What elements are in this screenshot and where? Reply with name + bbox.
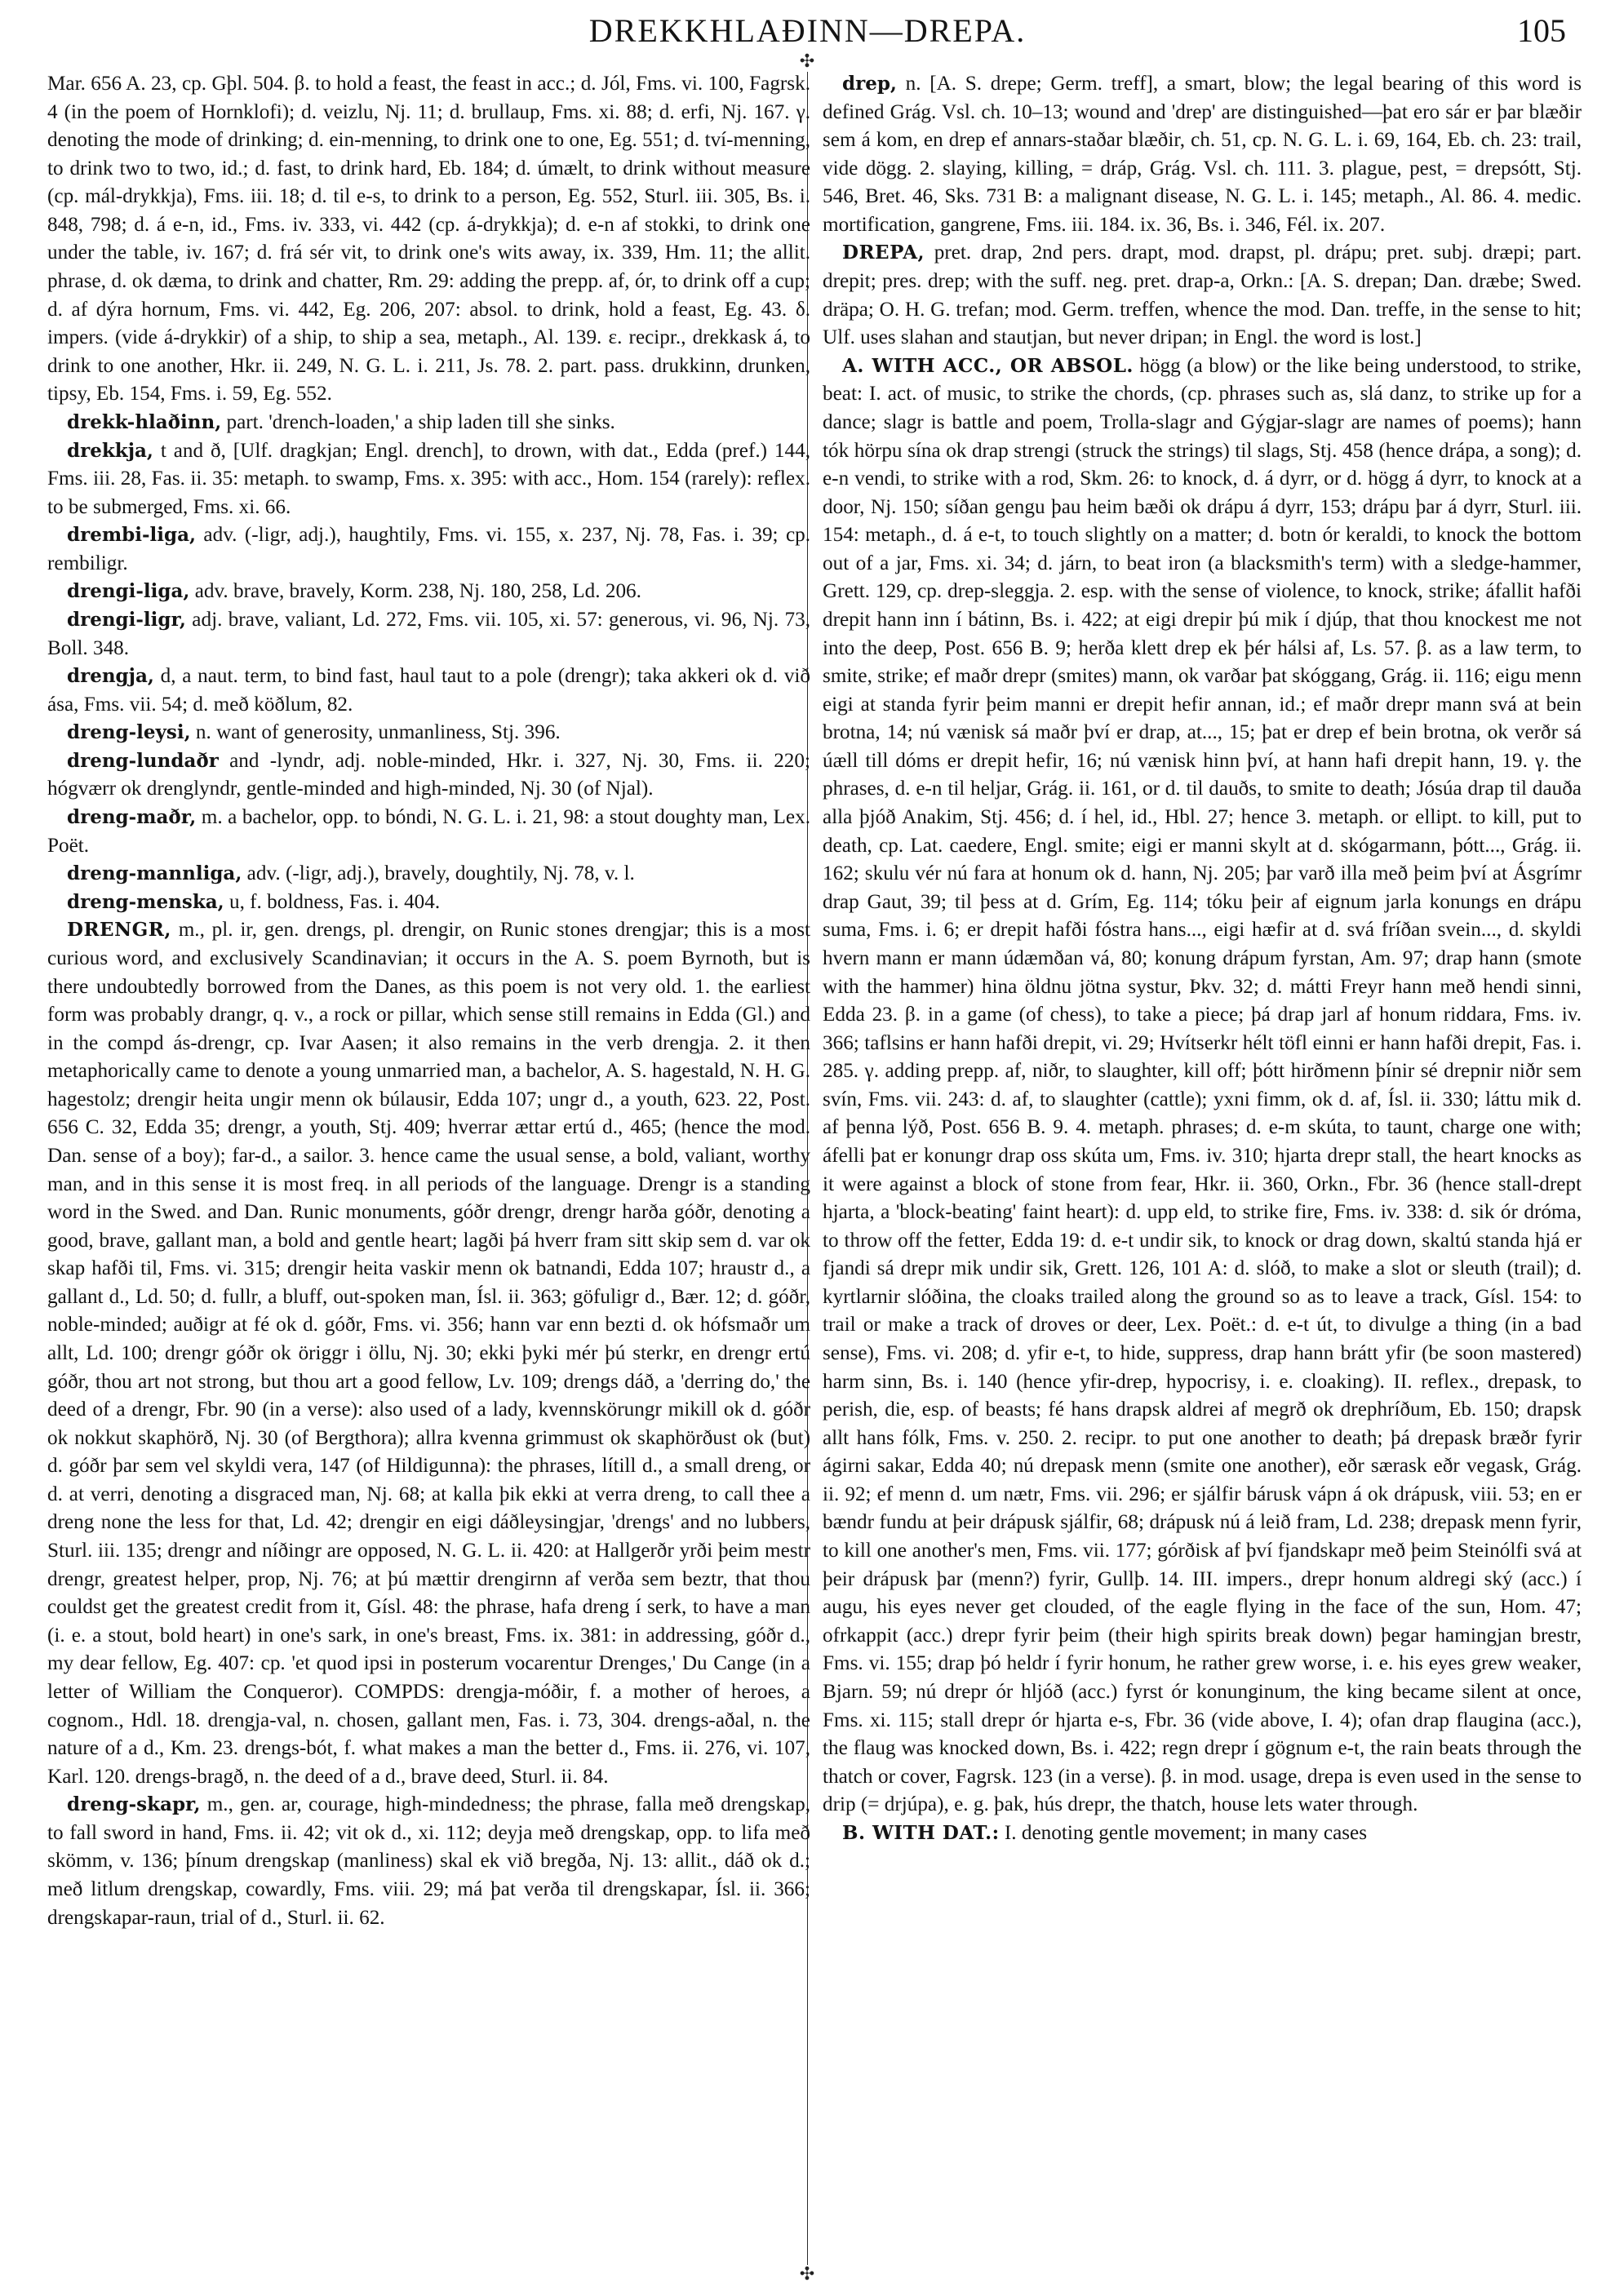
dictionary-entry [47,437,810,522]
entry-headword: dreng-mannliga, [67,862,242,885]
dictionary-entry [47,916,810,1791]
entry-body: t and ð, [Ulf. dragkjan; Engl. drench], to drown, with dat., Edda (pref.) 144, Fms. iii. 28, Fas. ii. 35: metaph. to swamp, Fms. x. 395: with acc., Hom. 154 (rarely): reflex. to be submerged, Fms. xi. 66. [47,439,810,518]
dictionary-entry [47,409,810,437]
entry-body: adj. brave, valiant, Ld. 272, Fms. vii. 105, xi. 57: generous, vi. 96, Nj. 73, Boll. 348. [47,608,810,659]
entry-body: n. [A. S. drepe; Germ. treff], a smart, blow; the legal bearing of this word is defined Grág. Vsl. ch. 10–13; wound and 'drep' are distinguished—þat ero sár er þar blæðir sem á kom, en drep ef annars-staðar blæðir, ch. 51, cp. N. G. L. i. 69, 164, Eb. ch. 23: trail, vide dögg. 2. slaying, killing, = dráp, Grág. Vsl. ch. 111. 3. plague, pest, = drepsótt, Stj. 546, Bret. 46, Sks. 731 B: a malignant disease, N. G. L. i. 145; metaph., Al. 86. 4. medic. mortification, gangrene, Fms. iii. 184. ix. 36, Bs. i. 346, Fél. ix. 207. [823,73,1582,236]
dictionary-entry [823,1820,1582,1848]
page-title: DREKKHLAÐINN—DREPA. [588,12,1027,49]
dictionary-entry [47,606,810,663]
entry-headword: drembi-liga, [67,524,197,547]
dictionary-entry [823,70,1582,239]
dictionary-entry [823,239,1582,352]
entry-headword: drengja, [67,665,154,688]
entry-headword: drengi-liga, [67,580,190,603]
entry-body: Mar. 656 A. 23, cp. Gþl. 504. β. to hold a feast, the feast in acc.; d. Jól, Fms. vi. 100, Fagrsk. 4 (in the poem of Hornklofi); d. veizlu, Nj. 11; d. brullaup, Fms. xi. 88; d. erfi, Nj. 167. γ. denoting the mode of drinking; d. ein-menning, to drink one to one, Eg. 551; d. tví-menning, to drink two to two, id.; d. fast, to drink hard, Eb. 184; d. úmælt, to drink without measure (cp. mál-drykkja), Fms. iii. 18; d. til e-s, to drink to a person, Eg. 552, Sturl. iii. 305, Bs. i. 848, 798; d. á e-n, id., Fms. iv. 333, vi. 442 (cp. á-drykkja); d. e-n af stokki, to drink one under the table, iv. 167; d. frá sér vit, to drink one's wits away, ix. 339, Hm. 11; the allit. phrase, d. ok dæma, to drink and chatter, Rm. 29: adding the prepp. af, ór, to drink off a cup; d. af dýra hornum, Fms. vi. 442, Eg. 206, 207: absol. to drink, hold a feast, Eg. 43. δ. impers. (vide á-drykkir) of a ship, to ship a sea, metaph., Al. 139. ε. recipr., drekkask á, to drink to one another, Hkr. ii. 249, N. G. L. i. 211, Js. 78. 2. part. pass. drukkinn, drunken, tipsy, Eb. 154, Fms. i. 59, Eg. 552. [47,73,810,406]
entry-body: adv. (-ligr, adj.), bravely, doughtily, Nj. 78, v. l. [246,862,635,885]
entry-body: m., gen. ar, courage, high-mindedness; the phrase, falla með drengskap, to fall sword in hand, Fms. ii. 42; vit ok d., xi. 112; deyja með drengskap, opp. to lifa með skömm, v. 136; þínum drengskap (manliness) skal ek við bregða, Nj. 13: allit., dáð ok d.; með litlum drengskap, cowardly, Fms. viii. 29; má þat verða til drengskapar, Ísl. ii. 366; drengskapar-raun, trial of d., Sturl. ii. 62. [47,1793,810,1929]
entry-headword: drekkja, [67,439,153,462]
entry-body: m. a bachelor, opp. to bóndi, N. G. L. i. 21, 98: a stout doughty man, Lex. Poët. [47,806,810,857]
entry-headword: dreng-leysi, [67,721,191,744]
entry-body: d, a naut. term, to bind fast, haul taut to a pole (drengr); taka akkeri ok d. við ása, Fms. vii. 54; d. með köðlum, 82. [47,665,810,716]
top-ornament-icon: ✣ [797,52,817,72]
entry-headword: drekk-hlaðinn, [67,410,222,433]
dictionary-entry [47,578,810,606]
entry-headword: dreng-maðr, [67,806,197,829]
entry-body: adv. (-ligr, adj.), haughtily, Fms. vi. 155, x. 237, Nj. 78, Fas. i. 39; cp. rembiligr. [47,524,810,574]
entry-body: pret. drap, 2nd pers. drapt, mod. drapst, pl. drápu; pret. subj. dræpi; part. drepit; pres. drep; with the suff. neg. pret. drap-a, Orkn.: [A. S. drepan; Dan. dræbe; Swed. dräpa; O. H. G. trefan; mod. Germ. treffen, whence the mod. Dan. treffe, in the sense to hit; Ulf. uses slahan and stautjan, but never dripan; in Engl. the word is lost.] [823,242,1582,349]
running-head [49,11,1566,57]
dictionary-entry [47,804,810,860]
right-column [823,70,1582,2281]
entry-headword: dreng-lundaðr [67,749,219,772]
dictionary-entry [47,521,810,578]
entry-section-heading: A. WITH ACC., OR ABSOL. [842,354,1134,377]
entry-body: I. denoting gentle movement; in many cases [1004,1821,1368,1844]
entry-body: m., pl. ir, gen. drengs, pl. drengir, on Runic stones drengjar; this is a most curious word, and exclusively Scandinavian; it occurs in the A. S. poem Byrnoth, but is there undoubtedly borrowed from the Danes, as this poem is not very old. 1. the earliest form was probably drangr, q. v., a rock or pillar, which sense still remains in Edda (Gl.) and in the compd ás-drengr, cp. Ivar Aasen; it also remains in the verb drengja. 2. it then metaphorically came to denote a young unmarried man, a bachelor, A. S. hagestald, N. H. G. hagestolz; drengir heita ungir menn ok búlausir, Edda 107; ungr d., a youth, 623. 22, Post. 656 C. 32, Edda 35; drengr, a youth, Stj. 409; hverrar ættar ertú d., 465; (hence the mod. Dan. sense of a boy); far-d., a sailor. 3. hence came the usual sense, a bold, valiant, worthy man, and in this sense it is most freq. in all periods of the language. Drengr is a standing word in the Swed. and Dan. Runic monuments, góðr drengr, drengr harða góðr, denoting a good, brave, gallant man, a bold and gentle heart; lagði þá hverr fram sitt skip sem d. var ok skap hafði til, Fms. vi. 315; drengir heita vaskir menn ok batnandi, Edda 107; hraustr d., a gallant d., Ld. 50; d. fullr, a bluff, out-spoken man, Ísl. ii. 363; göfuligr d., Bær. 12; d. góðr, noble-minded; auðigr at fé ok d. góðr, Fms. vi. 356; hann var enn bezti d. ok hófsmaðr um allt, Ld. 100; drengr góðr ok öriggr i öllu, Nj. 30; ekki þyki mér þú sterkr, en drengr ertú góðr, thou art not strong, but thou art a good fellow, Lv. 109; drengs dáð, a 'derring do,' the deed of a drengr, Fbr. 90 (in a verse): also used of a lady, kvennskörungr mikill ok d. góðr ok nokkut skaphörð, Nj. 30 (of Bergthora); allra kvenna grimmust ok skaphörðust ok (but) d. góðr þar sem vel skyldi vera, 147 (of Hildigunna): the phrases, lítill d., a small dreng, or d. at verri, denoting a disgraced man, Nj. 68; at kalla þik ekki at verra dreng, to call thee a dreng none the less for that, Ld. 42; drengir en eigi dáðleysingjar, 'drengs' and no lubbers, Sturl. iii. 135; drengr and níðingr are opposed, N. G. L. ii. 420: at Hallgerðr yrði þeim mestr drengr, greatest helper, prop, Nj. 76; at þú mættir drengirnn af verða sem beztr, that thou couldst get the greatest credit from it, Gísl. 48: the phrase, hafa dreng í serk, to have a man (i. e. a stout, bold heart) in one's sark, in one's breast, Fms. ix. 381: in addressing, góðr d., my dear fellow, Eg. 407: cp. 'et quod ipsi in posterum vocarentur Drenges,' Du Cange (in a letter of William the Conqueror). COMPDS: drengja-móðir, f. a mother of heroes, a cognom., Hdl. 18. drengja-val, n. chosen, gallant men, Fas. i. 73, 304. drengs-aðal, n. the nature of a d., Km. 23. drengs-bót, f. what makes a man the better d., Fms. ii. 276, vi. 107, Karl. 120. drengs-bragð, n. the deed of a d., brave deed, Sturl. ii. 84. [47,919,810,1788]
entry-body: u, f. boldness, Fas. i. 404. [228,890,441,913]
entry-body: part. 'drench-loaden,' a ship laden till she sinks. [226,410,615,433]
entry-body: högg (a blow) or the like being understood, to strike, beat: I. act. of music, to strike the chords, (cp. phrases such as, slá danz, to strike up for a dance; slagr is battle and poem, Trolla-slagr and Gýgjar-slagr are names of poems); hann tók hörpu sína ok drap strengi (struck the strings) til slags, Stj. 458 (hence drápa, a song); d. e-n vendi, to strike with a rod, Skm. 26: to knock, d. á dyrr, or d. högg á dyrr, to knock at a door, Nj. 150; síðan gengu þau heim bæði ok drápu á dyrr, 153; drápu þar á dyrr, Sturl. iii. 154: metaph., d. á e-t, to touch slightly on a matter; d. botn ór keraldi, to knock the bottom out of a jar, Fms. xi. 34; d. járn, to beat iron (a blacksmith's term) with a sledge-hammer, Grett. 129, cp. drep-sleggja. 2. esp. with the sense of violence, to knock, strike; áfallit hafði drepit hann inn í bátinn, Bs. i. 422; at eigi drepir þú mik í djúp, that thou knockest me not into the deep, Post. 656 B. 9; herða klett drep ek þér hálsi af, Ls. 57. β. as a law term, to smite, strike; ef maðr drepr (smites) mann, ok varðar þat skóggang, Grág. ii. 116; eigu menn eigi at standa fyrir þeim manni er drepit hefir annan, id.; ef maðr drepr mann svá at bein brotna, 14; nú vænisk sá maðr því er drap, at..., 15; þat er drep ef bein brotna, ok verðr sá úæll till dóms er drepit hefir, 16; nú vænisk hinn því, at hann hafi drepit hann, 19. γ. the phrases, d. e-n til heljar, Grág. ii. 161, or d. til dauðs, to smite to death; Jósúa drap til dauða alla þjóð Anakim, Stj. 456; d. í hel, id., Hbl. 27; hence 3. metaph. or ellipt. to kill, put to death, cp. Lat. caedere, Engl. smite; eigi er manni skylt at d. skógarmann, þótt..., Grág. ii. 162; skulu vér nú fara at honum ok d. hann, Nj. 205; þar varð illa með þeim því at Ásgrímr drap Gaut, 39; til þess at d. Grím, Eg. 114; tóku þeir af eignum jarla konungs en drápu suma, Fms. i. 6; er drepit hafði fóstra hans..., eigi hæfir at d. svá fríðan svein..., d. skyldi hvern mann er mann údæmðan vá, 80; konung drápum fyrstan, Am. 97; drap hann (smote with the hammer) hina öldnu jötna systur, Þkv. 32; d. mátti Freyr hann með hendi sinni, Edda 23. β. in a game (of chess), to take a piece; þá drap jarl af honum riddara, Fms. iv. 366; taflsins er hann hafði drepit, vi. 29; Hvítserkr hélt töfl einni er hann hafði drepit, Fas. i. 285. γ. adding prepp. af, niðr, to slaughter, kill off; þótt hirðmenn þínir sé drepnir niðr sem svín, Fms. vii. 243: d. af, to slaughter (cattle); yxni fimm, ok d. af, Ísl. ii. 330; láttu mik d. af þenna lýð, Post. 656 B. 9. 4. metaph. phrases; d. e-m skúta, to taunt, charge one with; áfelli þat er konungr drap oss skúta um, Fms. iv. 310; hjarta drepr stall, the heart knocks as it were against a block of stone from fear, Hkr. ii. 360, Orkn., Fbr. 36 (hence stall-drept hjarta, a 'block-beating' faint heart): d. upp eld, to strike fire, Fms. iv. 338: d. sik ór dróma, to throw off the fetter, Edda 19: d. e-t undir sik, to knock or drag down, skaltú standa hjá er fjandi sá drepr mik undir sik, Grett. 126, 101 A: d. slóð, to make a slot or sleuth (trail); d. kyrtlarnir slóðina, the cloaks trailed along the ground so as to leave a track, Gísl. 154: to trail or make a track of droves or deer, Lex. Poët.: d. e-t út, to divulge a thing (in a bad sense), Fms. vi. 208; d. yfir e-t, to hide, suppress, drap hann brátt yfir (be soon mastered) harm sinn, Bs. i. 140 (hence yfir-drep, hypocrisy, i. e. cloaking). II. reflex., drepask, to perish, die, esp. of beasts; fé hans drapsk aldrei af megrð ok drephríðum, Eb. 150; drapsk allt hans fólk, Fms. v. 250. 2. recipr. to put one another to death; þá drepask bræðr fyrir ágirni sakar, Edda 40; nú drepask menn (smite one another), eðr særask eðr vegask, Grág. ii. 92; ef menn d. um nætr, Fms. vii. 296; er sjálfir bárusk vápn á ok drápusk, viii. 53; en er bændr fundu at þeir drápusk sjálfir, 68; drápusk nú á leið fram, Ld. 238; drepask menn fyrir, to kill one another's men, Fms. vii. 177; górðisk af því fjandskapr með þeim Steinólfi svá at þeir drápusk þar (menn?) fyrir, Gullþ. 14. III. impers., drepr honum aldregi ský (acc.) í augu, his eyes never get clouded, of the eagle flying in the face of the sun, Hom. 47; ofrkappit (acc.) drepr fyrir þeim (their high spirits break down) þegar hamingjan brestr, Fms. vi. 155; drap þó heldr í fyrir honum, he rather grew worse, i. e. his eyes grew weaker, Bjarn. 59; nú drepr ór hljóð (acc.) fyrst ór konunginum, the king became silent at once, Fms. xi. 115; stall drepr ór hjarta e-s, Fbr. 36 (vide above, I. 4); ofan drap flaugina (acc.), the flaug was knocked down, Bs. i. 422; regn drepr í gögnum e-t, the rain beats through the thatch or cover, Fagrsk. 123 (in a verse). β. in mod. usage, drepa is even used in the sense to drip (= drjúpa), e. g. þak, hús drepr, the thatch, house lets water through. [823,354,1582,1816]
entry-body: and -lyndr, adj. noble-minded, Hkr. i. 327, Nj. 30, Fms. ii. 220; hógværr ok drenglyndr, gentle-minded and high-minded, Nj. 30 (of Njal). [47,749,810,800]
entry-headword: drep, [842,73,897,95]
entry-headword: dreng-menska, [67,890,224,913]
bottom-ornament-icon: ✣ [797,2265,817,2285]
dictionary-entry [47,663,810,719]
dictionary-entry [47,70,810,409]
dictionary-entry [47,889,810,917]
entry-headword: drengi-ligr, [67,608,186,631]
entry-headword: DRENGR, [67,919,171,942]
page-number: 105 [1517,12,1566,49]
entry-headword: DREPA, [842,242,925,264]
entry-body: adv. brave, bravely, Korm. 238, Nj. 180, 258, Ld. 206. [194,580,641,603]
dictionary-entry [47,1791,810,1932]
entry-body: n. want of generosity, unmanliness, Stj. 396. [195,721,561,744]
left-column [47,70,810,2281]
dictionary-entry [823,352,1582,1820]
entry-headword: dreng-skapr, [67,1793,201,1816]
entry-section-heading: B. WITH DAT.: [842,1821,1000,1844]
dictionary-entry [47,860,810,889]
dictionary-entry [47,719,810,747]
dictionary-entry [47,747,810,804]
